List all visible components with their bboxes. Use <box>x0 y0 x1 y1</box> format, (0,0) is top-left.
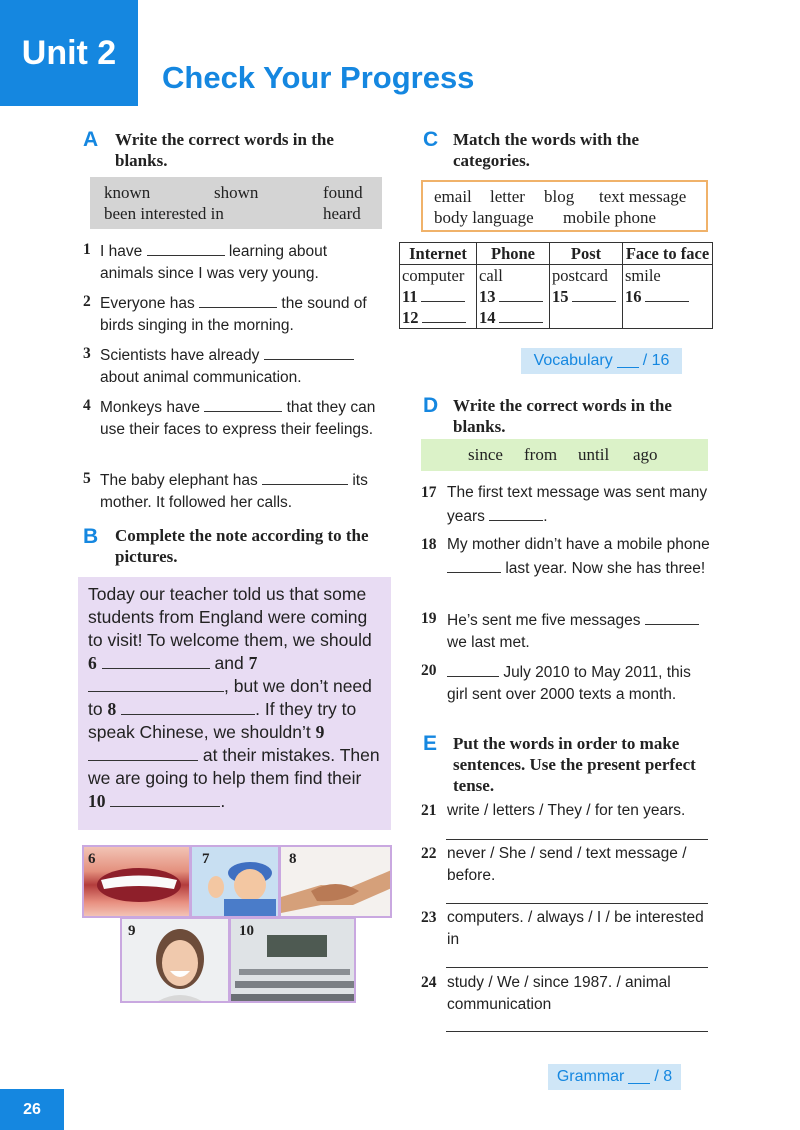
section-a-letter: A <box>83 128 99 151</box>
section-b-letter: B <box>83 525 99 548</box>
question-19: 19 He’s sent me five messages we last met. <box>421 608 711 653</box>
answer-blank[interactable] <box>121 698 255 715</box>
answer-blank[interactable] <box>264 343 354 360</box>
answer-line[interactable] <box>446 903 708 904</box>
word: from <box>524 445 558 464</box>
word: body language <box>434 208 534 227</box>
question-21: 21 write / letters / They / for ten years. <box>421 802 686 819</box>
question-4: 4 Monkeys have that they can use their faces to express their feelings. <box>83 397 376 438</box>
example-cell: smile <box>623 265 713 287</box>
word: mobile phone <box>563 208 657 227</box>
picture-laugh: 9 <box>120 917 230 1003</box>
score-blank[interactable] <box>628 1070 650 1084</box>
blank-cell[interactable]: 15 <box>550 286 623 307</box>
score-blank[interactable] <box>617 354 639 368</box>
answer-blank[interactable] <box>199 291 277 308</box>
example-cell: computer <box>400 265 477 287</box>
question-23: 23 computers. / always / I / be interested in <box>421 909 704 948</box>
header-face-to-face: Face to face <box>623 243 713 265</box>
word: been interested in <box>104 204 224 223</box>
picture-wave: 7 <box>190 845 280 918</box>
answer-blank[interactable] <box>262 468 348 485</box>
word: shown <box>214 183 259 202</box>
section-b-instruction: Complete the note according to the pictures. <box>115 526 369 566</box>
word: heard <box>323 204 361 223</box>
question-1: 1 I have learning about animals since I was very young. <box>83 241 328 282</box>
answer-line[interactable] <box>446 1031 708 1032</box>
answer-blank[interactable] <box>88 675 224 692</box>
page-title: Check Your Progress <box>162 60 475 95</box>
question-2: 2 Everyone has the sound of birds singing in the morning. <box>83 293 367 334</box>
section-c-instruction: Match the words with the categories. <box>453 130 640 170</box>
word: found <box>323 183 363 202</box>
answer-blank[interactable] <box>447 660 499 677</box>
answer-line[interactable] <box>446 967 708 968</box>
question-22: 22 never / She / send / text message / before. <box>421 845 687 884</box>
question-17: 17 The first text message was sent many years . <box>421 484 708 525</box>
answer-blank[interactable] <box>447 556 501 573</box>
answer-blank[interactable] <box>88 744 198 761</box>
word: since <box>468 445 503 464</box>
blank-cell[interactable]: 12 <box>400 307 477 329</box>
question-20: 20 July 2010 to May 2011, this girl sent over 2000 texts a month. <box>421 662 691 703</box>
section-d-word-box <box>421 439 708 471</box>
section-a-instruction: Write the correct words in the blanks. <box>115 130 334 170</box>
answer-blank[interactable] <box>110 790 220 807</box>
word: blog <box>544 187 575 206</box>
word: until <box>578 445 610 464</box>
header-internet: Internet <box>400 243 477 265</box>
picture-handshake: 8 <box>279 845 392 918</box>
vocabulary-score: Vocabulary / 16 <box>521 348 682 374</box>
example-cell: postcard <box>550 265 623 287</box>
blank-cell[interactable]: 16 <box>623 286 713 307</box>
section-c-word-box <box>421 180 708 232</box>
page-number: 26 <box>0 1089 64 1130</box>
question-18: 18 My mother didn’t have a mobile phone last year. Now she has three! <box>421 536 710 577</box>
section-e-letter: E <box>423 732 438 755</box>
word: known <box>104 183 151 202</box>
question-24: 24 study / We / since 1987. / animal communication <box>421 974 671 1013</box>
header-post: Post <box>550 243 623 265</box>
laughing-woman-image <box>122 919 230 1003</box>
section-d-instruction: Write the correct words in the blanks. <box>453 396 672 436</box>
section-d-letter: D <box>423 394 439 417</box>
unit-label: Unit 2 <box>0 0 138 106</box>
section-c-letter: C <box>423 128 439 151</box>
question-3: 3 Scientists have already about animal communication. <box>83 343 383 388</box>
categories-table <box>399 242 713 329</box>
answer-blank[interactable] <box>147 239 225 256</box>
note-box: Today our teacher told us that some students from England were coming to visit! To welcome them, we should 6 and 7 , but we don’t need to 8 . If they try to speak Chinese, we shouldn’t 9 at their mistakes. Then we are going to help them find their 10 . <box>78 577 391 830</box>
section-e-instruction: Put the words in order to make sentences. Use the present perfect tense. <box>453 734 696 795</box>
blank-cell[interactable]: 11 <box>400 286 477 307</box>
section-a-word-box <box>90 177 382 229</box>
picture-classroom: 10 <box>229 917 356 1003</box>
question-5: 5 The baby elephant has its mother. It followed her calls. <box>83 470 368 511</box>
blank-cell[interactable]: 14 <box>477 307 550 329</box>
blank-cell[interactable]: 13 <box>477 286 550 307</box>
smile-image <box>84 847 191 918</box>
header-phone: Phone <box>477 243 550 265</box>
grammar-score: Grammar / 8 <box>548 1064 681 1090</box>
example-cell: call <box>477 265 550 287</box>
answer-blank[interactable] <box>645 608 699 625</box>
answer-blank[interactable] <box>204 395 282 412</box>
answer-blank[interactable] <box>489 504 543 521</box>
answer-blank[interactable] <box>102 652 210 669</box>
handshake-image <box>281 847 392 918</box>
word: ago <box>633 445 658 464</box>
word: email <box>434 187 472 206</box>
word: letter <box>490 187 525 206</box>
answer-line[interactable] <box>446 839 708 840</box>
word: text message <box>599 187 687 206</box>
picture-smile: 6 <box>82 845 191 918</box>
